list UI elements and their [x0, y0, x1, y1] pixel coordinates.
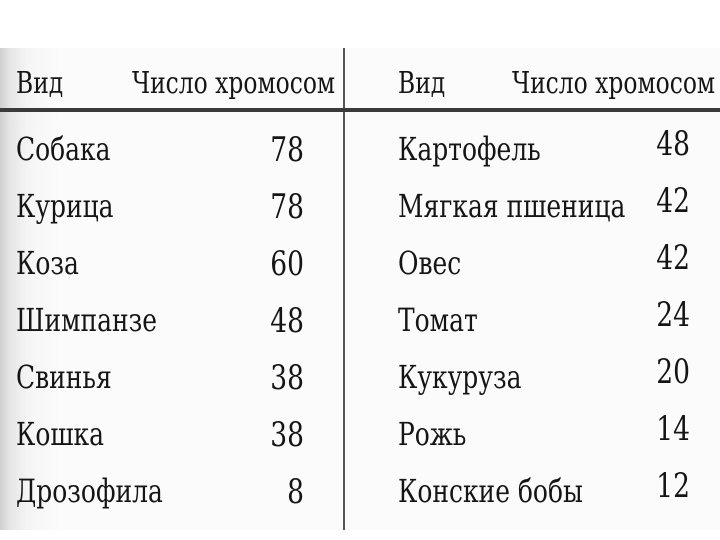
- right-row-count: 48: [656, 124, 690, 164]
- right-row-species: Мягкая пшеница: [398, 187, 626, 225]
- right-row-species: Конские бобы: [398, 472, 583, 510]
- left-row-count: 60: [270, 244, 304, 284]
- right-row-count: 20: [656, 352, 690, 392]
- right-row-count: 42: [656, 181, 690, 221]
- left-row-count: 38: [270, 358, 304, 398]
- scanned-table-background: [0, 48, 720, 530]
- left-header-chromosomes: Число хромосом: [132, 66, 336, 101]
- right-row-species: Картофель: [398, 130, 541, 168]
- right-header-species: Вид: [398, 66, 446, 101]
- right-row-count: 42: [656, 238, 690, 278]
- left-row-species: Кошка: [16, 415, 105, 453]
- right-row-species: Кукуруза: [398, 358, 522, 396]
- left-row-species: Шимпанзе: [16, 301, 158, 339]
- left-row-species: Свинья: [16, 358, 112, 396]
- column-divider: [343, 48, 345, 530]
- left-header-species: Вид: [16, 66, 64, 101]
- left-row-species: Коза: [16, 244, 79, 282]
- left-row-count: 8: [287, 472, 304, 512]
- right-header-chromosomes: Число хромосом: [512, 66, 716, 101]
- left-row-count: 48: [270, 301, 304, 341]
- right-row-species: Томат: [398, 301, 478, 339]
- right-row-species: Рожь: [398, 415, 467, 453]
- right-row-count: 14: [656, 409, 690, 449]
- left-row-count: 78: [270, 130, 304, 170]
- left-row-count: 78: [270, 187, 304, 227]
- left-row-species: Курица: [16, 187, 114, 225]
- right-row-count: 24: [656, 295, 690, 335]
- right-row-species: Овес: [398, 244, 462, 282]
- left-row-species: Собака: [16, 130, 111, 168]
- left-row-count: 38: [270, 415, 304, 455]
- header-rule: [0, 108, 720, 112]
- left-row-species: Дрозофила: [16, 472, 163, 510]
- right-row-count: 12: [656, 466, 690, 506]
